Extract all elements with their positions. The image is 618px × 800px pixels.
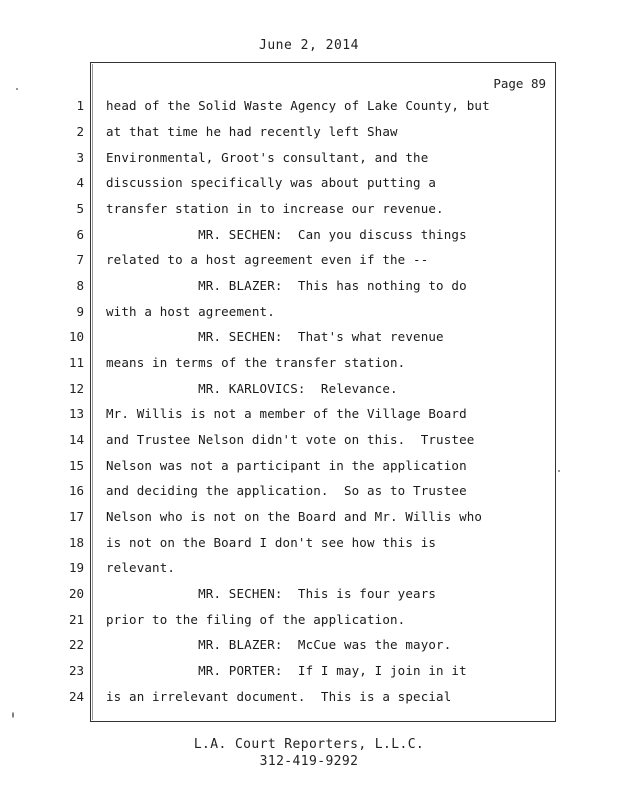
footer-company: L.A. Court Reporters, L.L.C.	[193, 737, 425, 752]
line-text: and deciding the application. So as to Trustee	[106, 483, 467, 498]
header-date: June 2, 2014	[259, 38, 359, 53]
line-number: 20	[68, 586, 84, 601]
line-number: 17	[68, 509, 84, 524]
line-number: 23	[68, 663, 84, 678]
left-margin-rule	[92, 64, 93, 720]
line-text: MR. PORTER: If I may, I join in it	[106, 663, 467, 678]
line-text: MR. KARLOVICS: Relevance.	[106, 381, 398, 396]
footer-phone: 312-419-9292	[259, 754, 359, 769]
line-text: is an irrelevant document. This is a special	[106, 689, 452, 704]
line-number: 16	[68, 483, 84, 498]
line-text: MR. SECHEN: That's what revenue	[106, 329, 444, 344]
line-number: 5	[76, 201, 84, 216]
scan-speck	[12, 712, 14, 718]
line-text: MR. BLAZER: McCue was the mayor.	[106, 637, 452, 652]
line-text: MR. BLAZER: This has nothing to do	[106, 278, 467, 293]
line-number: 21	[68, 612, 84, 627]
line-text: means in terms of the transfer station.	[106, 355, 406, 370]
line-text: Nelson who is not on the Board and Mr. Willis who	[106, 509, 483, 524]
line-number: 8	[76, 278, 84, 293]
line-number: 12	[68, 381, 84, 396]
line-text: discussion specifically was about putting a	[106, 175, 437, 190]
line-number: 3	[76, 150, 84, 165]
line-number: 22	[68, 637, 84, 652]
line-text: MR. SECHEN: This is four years	[106, 586, 437, 601]
page-number: Page 89	[493, 76, 546, 91]
line-number: 14	[68, 432, 84, 447]
line-number: 24	[68, 689, 84, 704]
line-number: 15	[68, 458, 84, 473]
line-number: 10	[68, 329, 84, 344]
line-number: 9	[76, 304, 84, 319]
line-text: MR. SECHEN: Can you discuss things	[106, 227, 467, 242]
line-text: transfer station in to increase our revenue.	[106, 201, 444, 216]
line-text: with a host agreement.	[106, 304, 275, 319]
line-number: 2	[76, 124, 84, 139]
line-text: at that time he had recently left Shaw	[106, 124, 398, 139]
line-number: 19	[68, 560, 84, 575]
line-text: relevant.	[106, 560, 176, 575]
line-text: prior to the filing of the application.	[106, 612, 406, 627]
line-text: and Trustee Nelson didn't vote on this. Trustee	[106, 432, 475, 447]
line-number: 11	[68, 355, 84, 370]
line-text: Nelson was not a participant in the application	[106, 458, 467, 473]
line-text: Mr. Willis is not a member of the Village Board	[106, 406, 467, 421]
scan-speck	[16, 88, 18, 90]
line-text: head of the Solid Waste Agency of Lake County, but	[106, 98, 490, 113]
line-number: 7	[76, 252, 84, 267]
line-number: 13	[68, 406, 84, 421]
line-text: Environmental, Groot's consultant, and the	[106, 150, 429, 165]
line-number: 4	[76, 175, 84, 190]
line-number: 18	[68, 535, 84, 550]
line-number: 1	[76, 98, 84, 113]
scan-speck	[558, 470, 560, 472]
line-text: is not on the Board I don't see how this is	[106, 535, 437, 550]
line-number: 6	[76, 227, 84, 242]
line-text: related to a host agreement even if the --	[106, 252, 429, 267]
